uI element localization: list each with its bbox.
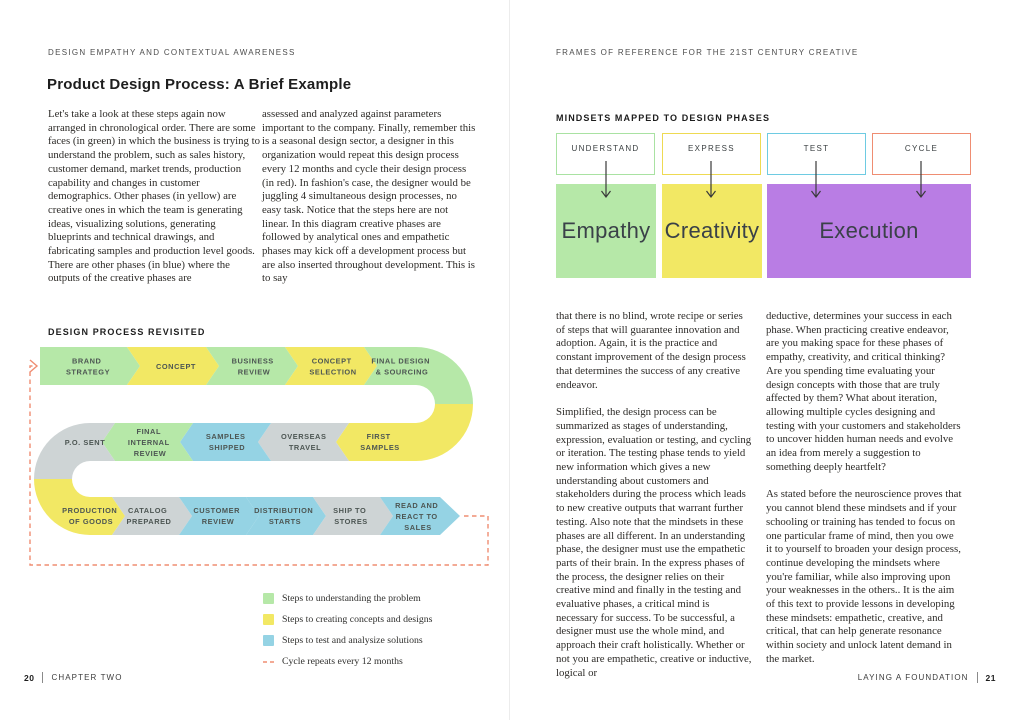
diagram-title: DESIGN PROCESS REVISITED — [48, 327, 206, 337]
mindset-box-label: EXPRESS — [688, 143, 735, 153]
step-business-review — [206, 347, 298, 385]
section-label: LAYING A FOUNDATION — [857, 673, 969, 682]
step-brand-strategy — [40, 347, 140, 385]
legend-item — [263, 651, 432, 672]
legend-swatch-yellow — [263, 614, 274, 625]
mindset-box-test — [767, 133, 866, 175]
phase-block-label: Creativity — [664, 218, 760, 243]
step-label: P.O. SENT — [64, 438, 106, 447]
legend-swatch-blue — [263, 635, 274, 646]
step-label: CONCEPT SELECTION — [309, 356, 357, 377]
mindset-box-label: TEST — [803, 143, 830, 153]
phase-block-empathy — [556, 184, 656, 278]
footer-right — [858, 672, 996, 683]
step-label: DISTRIBUTION STARTS — [254, 506, 314, 526]
mindset-box-express — [662, 133, 761, 175]
mindset-box-cycle — [872, 133, 971, 175]
step-po-sent — [34, 423, 115, 479]
mindset-box-label: UNDERSTAND — [571, 143, 640, 153]
footer-divider — [42, 672, 43, 683]
phase-block-creativity — [662, 184, 762, 278]
legend-swatch-green — [263, 593, 274, 604]
paragraph: As stated before the neuroscience proves that you cannot blend these mindsets and if your schooling or training has tended to focus on one particular frame of mind, then you owe it to yourself to broaden your design process, continue developing the mindsets where you're familiar, while also improving upon your weaknesses in the others.. It is the aim of this text to provide lessons in developing these mindsets: empathetic, creative, and critical, that can help generate resonance within society and unlock latent demand in the market. — [766, 488, 962, 665]
paragraph: that there is no blind, wrote recipe or series of steps that will guarantee innovation and adoption. Again, it is the practice and constant improvement of the design process that determines the success of any creative endeavor. — [556, 310, 746, 391]
legend-item — [263, 588, 432, 609]
footer-divider — [977, 672, 978, 683]
paragraph: Simplified, the design process can be summarized as stages of understanding, expression, evaluation or testing, and cycling or iteration. The testing phase tends to yield new information which gives a new understanding about customers and stakeholders during the process which leads to new creative outputs that warrant further testing. Also note that the mindsets in these phases are all different. In an understanding phase, the designer must use the empathetic parts of their brain. In the express phases of the process, the designer relies on their creative mind and finally in the testing and evaluative phases, a critical mind is necessary for success. To be successful, a designer must use the whole mind, and approach their craft holistically. Whether or not you are empathetic, creative or inductive, logical or — [556, 406, 752, 679]
step-label: READ AND REACT TO SALES — [395, 501, 439, 532]
diagram-legend — [263, 588, 432, 672]
body-column-right-2 — [766, 310, 962, 681]
step-label: CATALOG PREPARED — [126, 506, 172, 526]
body-column-right-1 — [556, 310, 754, 694]
step-label: FINAL INTERNAL REVIEW — [127, 427, 170, 458]
running-head-right: FRAMES OF REFERENCE FOR THE 21ST CENTURY CREATIVE — [556, 48, 859, 57]
step-first-samples — [336, 404, 473, 461]
footer-left — [24, 672, 123, 683]
step-label: BRAND STRATEGY — [65, 356, 111, 377]
page-title: Product Design Process: A Brief Example — [47, 76, 352, 93]
mindsets-title: MINDSETS MAPPED TO DESIGN PHASES — [556, 113, 771, 123]
legend-label: Steps to creating concepts and designs — [282, 614, 433, 625]
step-label: OVERSEAS TRAVEL — [280, 432, 327, 452]
step-label: SHIP TO STORES — [333, 506, 368, 526]
step-label: PRODUCTION OF GOODS — [62, 506, 118, 526]
page-gutter — [509, 0, 510, 720]
legend-item — [263, 630, 432, 651]
step-label: SAMPLES SHIPPED — [205, 432, 246, 452]
page-number: 20 — [24, 672, 35, 683]
mindset-box-label: CYCLE — [904, 143, 939, 153]
legend-item — [263, 609, 432, 630]
step-label: CUSTOMER REVIEW — [193, 506, 240, 526]
legend-swatch-dashed-line — [263, 660, 276, 664]
step-label: FIRST SAMPLES — [360, 432, 400, 452]
phase-block-label: Empathy — [561, 218, 651, 243]
cycle-loop-dashed-line — [30, 366, 488, 565]
running-head-left: DESIGN EMPATHY AND CONTEXTUAL AWARENESS — [48, 48, 296, 57]
chapter-label: CHAPTER TWO — [51, 673, 123, 682]
phase-block-label: Execution — [819, 218, 919, 243]
step-label: FINAL DESIGN & SOURCING — [371, 356, 431, 377]
step-label: CONCEPT — [156, 362, 196, 371]
step-label: BUSINESS REVIEW — [231, 356, 274, 377]
legend-label: Steps to test and analysize solutions — [282, 635, 423, 646]
step-samples-shipped — [180, 423, 271, 461]
phase-block-execution — [767, 184, 971, 278]
legend-label: Steps to understanding the problem — [282, 593, 421, 604]
paragraph: deductive, determines your success in each phase. When practicing creative endeavor, are you making space for these phases of empathy, creativity, and critical thinking? Are you spending time evaluating your design concepts with those that are truly affected by them? What about iteration, allowing multiple cycles designing and testing with your customers and stakeholders to uncover hidden human needs and evolve an idea from merely a suggestion to something deeply heartfelt? — [766, 310, 961, 473]
mindset-box-understand — [556, 133, 655, 175]
page-number: 21 — [985, 672, 996, 683]
body-column-left-1: Let's take a look at these steps again now arranged in chronological order. There are some faces (in green) in which the business is trying to understand the problem, such as sales history, customer demand, market trends, production capability and changes in customer demographics. Other phases (in yellow) are creative ones in which the team is generating ideas, visualizing solutions, generating blueprints and technical drawings, and fabricating samples and production level goods. There are other phases (in blue) where the outputs of the creative phases are — [48, 108, 260, 285]
step-concept-selection — [285, 347, 377, 385]
body-column-left-2: assessed and analyzed against parameters important to the company. Finally, remember this is a seasonal design sector, a designer in this organization would repeat this design process every 12 months and cycle their design process (in red). In fashion's case, the designer would be juggling 4 simultaneous design processes, no easy task. Notice that the steps here are not linear. In this diagram creative phases are followed by analytical ones and empathetic phases may kick off a development process but are also inserted throughout development. This is to say — [262, 108, 476, 285]
legend-label: Cycle repeats every 12 months — [282, 656, 403, 667]
step-overseas-travel — [258, 423, 349, 461]
design-process-diagram — [28, 343, 494, 578]
